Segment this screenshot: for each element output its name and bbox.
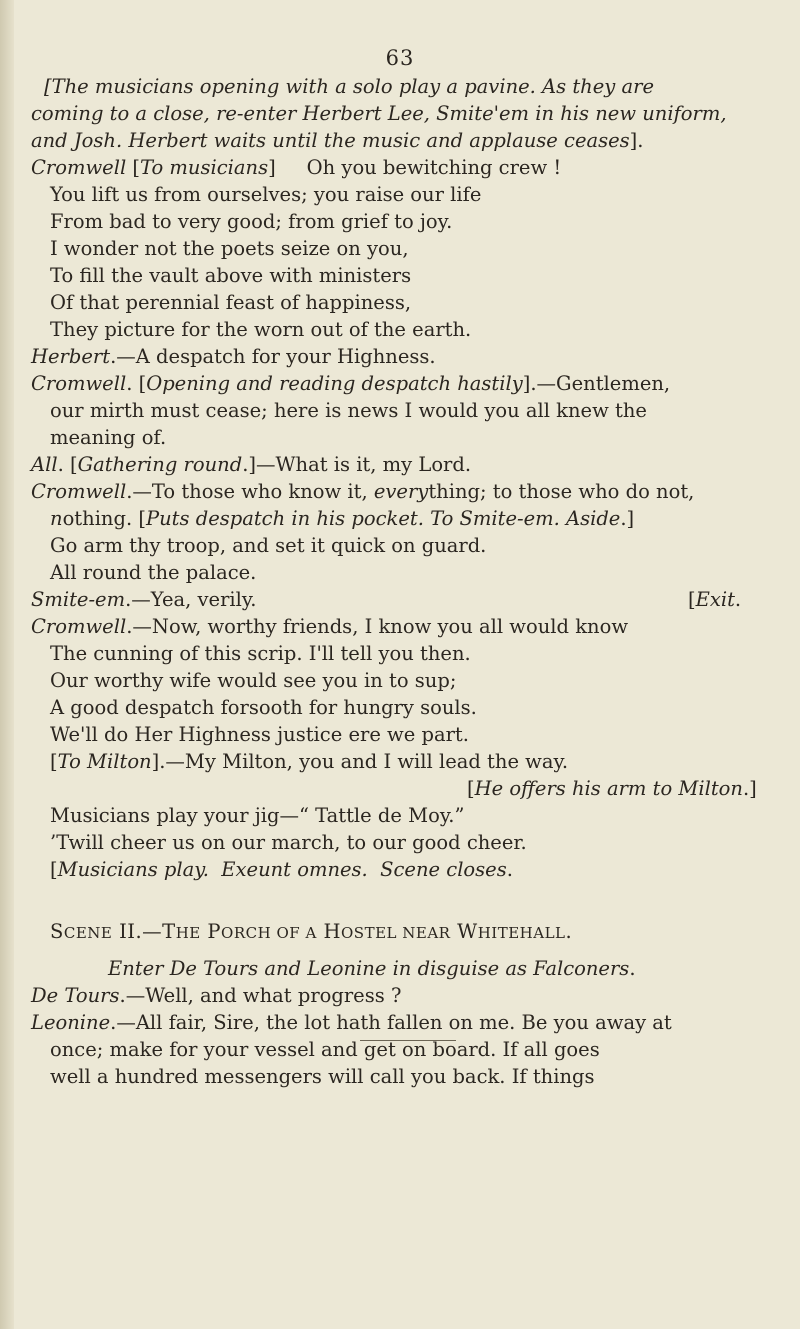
verse-line: Musicians play your jig—“ Tattle de Moy.” xyxy=(50,804,465,827)
verse-line: We'll do Her Highness justice ere we part. xyxy=(50,723,469,746)
speech-line: Cromwell. [Opening and reading despatch hastily].—Gentlemen, xyxy=(31,372,671,395)
speech-line: Herbert.—A despatch for your Highness. xyxy=(31,345,436,368)
scene-heading: SCENE II.—THE PORCH OF A HOSTEL NEAR WHITEHALL. xyxy=(50,920,573,943)
speech-line: once; make for your vessel and get on board. If all goes xyxy=(50,1038,600,1061)
speech-line: Cromwell [To musicians] Oh you bewitching crew ! xyxy=(31,156,562,179)
stage-direction: coming to a close, re-enter Herbert Lee, Smite'em in his new uniform, xyxy=(31,102,727,125)
speech-line: meaning of. xyxy=(50,426,167,449)
speech-line: De Tours.—Well, and what progress ? xyxy=(31,984,402,1007)
speech-line: All. [Gathering round.]—What is it, my Lord. xyxy=(31,453,472,476)
speech-line: Smite-em.—Yea, verily. xyxy=(31,588,257,611)
verse-line: The cunning of this scrip. I'll tell you then. xyxy=(50,642,471,665)
verse-line: [To Milton].—My Milton, you and I will lead the way. xyxy=(50,750,569,773)
verse-line: Of that perennial feast of happiness, xyxy=(50,291,412,314)
verse-line: I wonder not the poets seize on you, xyxy=(50,237,409,260)
verse-line: ’Twill cheer us on our march, to our good cheer. xyxy=(50,831,527,854)
speech-line: well a hundred messengers will call you back. If things xyxy=(50,1065,595,1088)
verse-line: You lift us from ourselves; you raise our life xyxy=(50,183,482,206)
verse-line: They picture for the worn out of the earth. xyxy=(50,318,472,341)
verse-line: All round the palace. xyxy=(50,561,257,584)
speech-line: Cromwell.—Now, worthy friends, I know you all would know xyxy=(31,615,629,638)
speech-line: Cromwell.—To those who know it, everything; to those who do not, xyxy=(31,480,695,503)
stage-direction: [The musicians opening with a solo play a pavine. As they are xyxy=(44,75,654,98)
stage-direction-exit: [Exit. xyxy=(688,588,742,611)
stage-direction: Enter De Tours and Leonine in disguise as Falconers. xyxy=(108,957,636,980)
book-page xyxy=(30,0,778,1329)
speech-line: nothing. [Puts despatch in his pocket. To Smite-em. Aside.] xyxy=(50,507,635,530)
verse-line: A good despatch forsooth for hungry souls. xyxy=(50,696,477,719)
speech-line: our mirth must cease; here is news I would you all knew the xyxy=(50,399,647,422)
verse-line: To fill the vault above with ministers xyxy=(50,264,412,287)
stage-direction: [Musicians play. Exeunt omnes. Scene closes. xyxy=(50,858,513,881)
verse-line: From bad to very good; from grief to joy. xyxy=(50,210,453,233)
stage-direction: and Josh. Herbert waits until the music and applause ceases]. xyxy=(31,129,644,152)
stage-direction: [He offers his arm to Milton.] xyxy=(467,777,757,800)
speech-line: Leonine.—All fair, Sire, the lot hath fallen on me. Be you away at xyxy=(31,1011,672,1034)
page-number: 63 xyxy=(385,46,415,70)
book-binding-edge xyxy=(0,0,14,1329)
verse-line: Our worthy wife would see you in to sup; xyxy=(50,669,457,692)
verse-line: Go arm thy troop, and set it quick on guard. xyxy=(50,534,487,557)
